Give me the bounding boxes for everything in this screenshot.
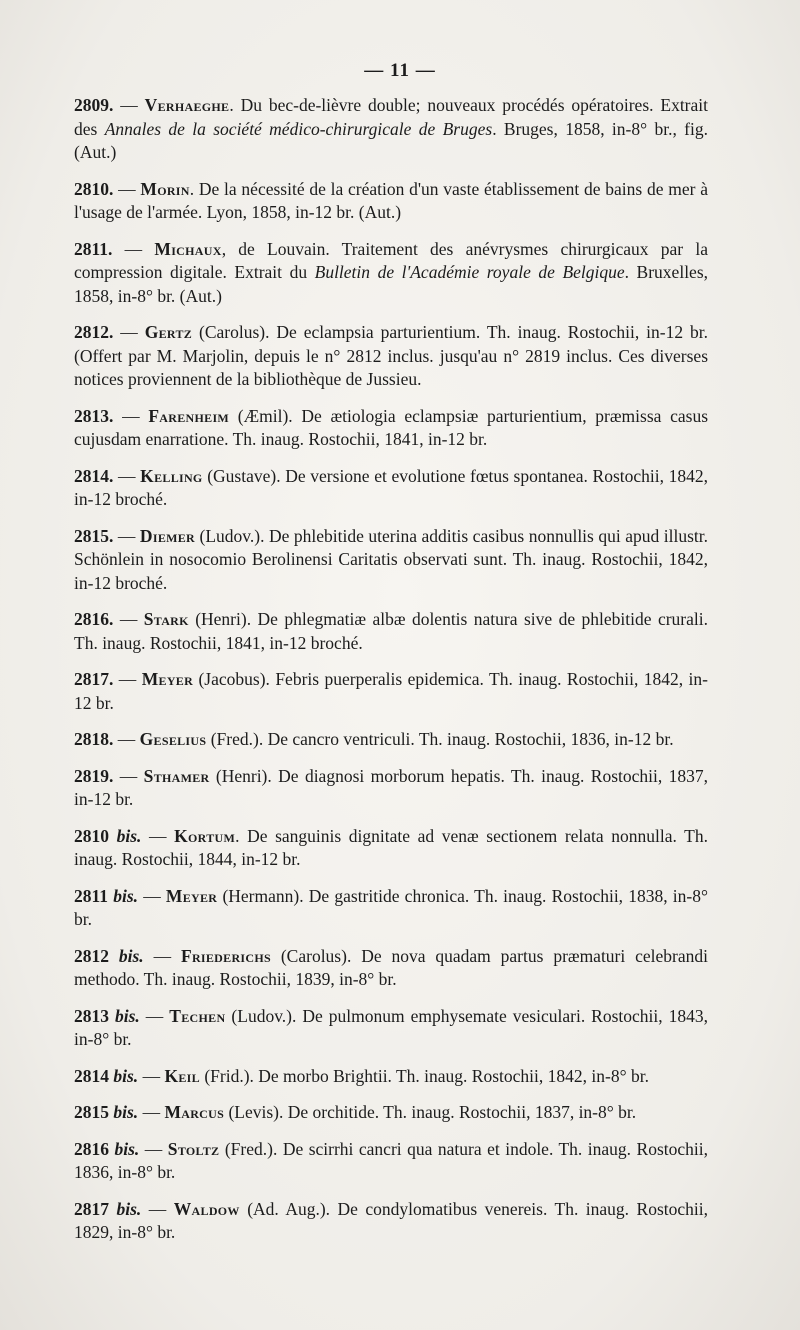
entry-dash: —: [113, 322, 145, 342]
entry-italic-title: Bulletin de l'Académie royale de Belgique: [314, 262, 625, 282]
catalogue-entry: [74, 1198, 708, 1245]
entry-author: Friederichs: [180, 945, 271, 966]
entry-text: (Hermann). De gastritide chronica. Th. inaug. Rostochii, 1838, in-8° br.: [74, 885, 708, 929]
entry-author: Techen: [169, 1005, 226, 1026]
entry-text: (Carolus). De eclampsia parturientium. Th. inaug. Rostochii, in-12 br. (Offert par M. Marjolin, depuis le n° 2812 inclus. jusqu'au n° 2819 inclus. Ces diverses notices proviennent de la bibliothèque de Jussieu.: [74, 322, 708, 389]
entry-dash: —: [112, 238, 155, 259]
catalogue-entries: [74, 94, 708, 1258]
entry-dash: —: [141, 825, 175, 846]
catalogue-entry: [74, 945, 708, 992]
entry-text: (Henri). De phlegmatiæ albæ dolentis natura sive de phlebitide crurali. Th. inaug. Rostochii, 1841, in-12 broché.: [74, 609, 708, 653]
catalogue-entry: [74, 321, 708, 392]
entry-dash: —: [139, 1005, 170, 1026]
entry-text: . De la nécessité de la création d'un vaste établissement de bains de mer à l'usage de l'armée. Lyon, 1858, in-12 br. (Aut.): [74, 178, 708, 222]
entry-bis-marker: bis.: [109, 1198, 142, 1219]
entry-bis-marker: bis.: [109, 1005, 140, 1026]
entry-number: 2816: [74, 1138, 109, 1159]
entry-number: 2816.: [74, 609, 114, 629]
catalogue-entry: [74, 885, 708, 932]
entry-text: (Ludov.). De phlebitide uterina additis casibus nonnullis qui apud illustr. Schönlein in nosocomio Berolinensi Caritatis observati sunt. Th. inaug. Rostochii, 1842, in-12 broché.: [74, 525, 709, 593]
catalogue-entry: [74, 1065, 708, 1089]
entry-text: (Jacobus). Febris puerperalis epidemica. Th. inaug. Rostochii, 1842, in-12 br.: [74, 669, 708, 713]
entry-dash: —: [113, 465, 141, 486]
entry-bis-marker: bis.: [108, 885, 139, 906]
entry-author: Michaux: [154, 238, 222, 259]
entry-author: Stark: [143, 609, 189, 629]
entry-text: . Bruges, 1858, in-8° br., fig. (Aut.): [74, 118, 708, 162]
entry-dash: —: [113, 95, 145, 115]
entry-bis-marker: bis.: [109, 1065, 139, 1086]
catalogue-entry: [74, 1101, 708, 1125]
entry-number: 2813: [74, 1005, 109, 1026]
entry-author: Sthamer: [143, 765, 210, 786]
entry-text: (Gustave). De versione et evolutione fœtus spontanea. Rostochii, 1842, in-12 broché.: [74, 465, 709, 509]
entry-number: 2815.: [74, 525, 114, 546]
entry-text: (Ad. Aug.). De condylomatibus venereis. Th. inaug. Rostochii, 1829, in-8° br.: [74, 1198, 708, 1242]
entry-number: 2809.: [74, 95, 114, 115]
entry-bis-marker: bis.: [109, 1138, 140, 1159]
entry-text: (Fred.). De cancro ventriculi. Th. inaug. Rostochii, 1836, in-12 br.: [206, 729, 674, 749]
entry-text: (Carolus). De nova quadam partus præmaturi celebrandi methodo. Th. inaug. Rostochii, 1839, in-8° br.: [74, 945, 708, 989]
entry-author: Waldow: [173, 1198, 240, 1219]
entry-author: Keil: [164, 1065, 200, 1086]
catalogue-entry: [74, 668, 708, 715]
catalogue-entry: [74, 765, 708, 812]
catalogue-entry: [74, 525, 708, 596]
entry-number: 2817.: [74, 669, 114, 689]
entry-author: Diemer: [139, 525, 196, 546]
entry-bis-marker: bis.: [109, 825, 142, 846]
entry-text: (Henri). De diagnosi morborum hepatis. Th. inaug. Rostochii, 1837, in-12 br.: [74, 765, 708, 809]
page-number: — 11 —: [364, 60, 436, 81]
catalogue-entry: [74, 178, 708, 225]
entry-author: Gertz: [144, 322, 193, 342]
entry-bis-marker: bis.: [109, 945, 144, 966]
catalogue-entry: [74, 1005, 708, 1052]
catalogue-entry: [74, 608, 708, 655]
entry-author: Farenheim: [148, 405, 230, 426]
entry-number: 2812.: [74, 322, 114, 342]
entry-number: 2814: [74, 1065, 109, 1086]
entry-bis-marker: bis.: [109, 1102, 139, 1122]
entry-number: 2810.: [74, 178, 114, 199]
entry-number: 2817: [74, 1198, 109, 1219]
entry-dash: —: [139, 1138, 168, 1159]
entry-dash: —: [138, 1102, 165, 1122]
entry-text: . Du bec-de-lièvre double; nouveaux procédés opératoires. Extrait des: [74, 95, 708, 139]
entry-dash: —: [113, 729, 140, 749]
entry-author: Meyer: [165, 885, 218, 906]
entry-text: (Æmil). De ætiologia eclampsiæ parturientium, præmissa casus cujusdam enarratione. Th. inaug. Rostochii, 1841, in-12 br.: [74, 405, 709, 449]
entry-number: 2815: [74, 1102, 109, 1122]
entry-dash: —: [141, 1198, 174, 1219]
entry-number: 2811.: [74, 238, 113, 259]
entry-author: Stoltz: [167, 1138, 220, 1159]
catalogue-entry: [74, 728, 708, 752]
entry-author: Kortum: [174, 825, 236, 846]
entry-dash: —: [113, 405, 149, 426]
entry-text: (Levis). De orchitide. Th. inaug. Rostochii, 1837, in-8° br.: [224, 1102, 637, 1122]
entry-dash: —: [113, 669, 142, 689]
catalogue-entry: [74, 825, 708, 872]
entry-dash: —: [138, 1065, 165, 1086]
entry-text: . De sanguinis dignitate ad venæ sectionem relata nonnulla. Th. inaug. Rostochii, 1844, in-12 br.: [74, 825, 708, 869]
entry-dash: —: [113, 765, 144, 786]
catalogue-entry: [74, 405, 708, 452]
catalogue-entry: [74, 238, 708, 309]
entry-author: Kelling: [140, 465, 203, 486]
catalogue-entry: [74, 1138, 708, 1185]
entry-dash: —: [138, 885, 166, 906]
entry-dash: —: [113, 178, 141, 199]
entry-author: Marcus: [164, 1102, 225, 1122]
catalogue-entry: [74, 94, 708, 165]
catalogue-entry: [74, 465, 708, 512]
entry-text: (Ludov.). De pulmonum emphysemate vesiculari. Rostochii, 1843, in-8° br.: [74, 1005, 709, 1049]
entry-number: 2818.: [74, 729, 114, 749]
entry-number: 2813.: [74, 405, 114, 426]
entry-number: 2814.: [74, 465, 114, 486]
entry-text: . Bruxelles, 1858, in-8° br. (Aut.): [74, 262, 709, 306]
entry-author: Meyer: [141, 669, 194, 689]
entry-number: 2810: [74, 825, 109, 846]
entry-number: 2812: [74, 945, 109, 966]
entry-text: (Fred.). De scirrhi cancri qua natura et indole. Th. inaug. Rostochii, 1836, in-8° br.: [74, 1138, 709, 1182]
entry-text: (Frid.). De morbo Brightii. Th. inaug. Rostochii, 1842, in-8° br.: [199, 1065, 649, 1086]
entry-author: Verhaeghe: [144, 95, 230, 115]
entry-author: Geselius: [139, 729, 207, 749]
entry-text: , de Louvain. Traitement des anévrysmes chirurgicaux par la compression digitale. Extrait du: [74, 238, 709, 282]
entry-italic-title: Annales de la société médico-chirurgicale de Bruges: [104, 118, 493, 139]
entry-number: 2819.: [74, 765, 114, 786]
entry-dash: —: [113, 609, 144, 629]
entry-author: Morin: [140, 178, 190, 199]
entry-dash: —: [143, 945, 181, 966]
entry-dash: —: [113, 525, 140, 546]
entry-number: 2811: [74, 885, 109, 906]
